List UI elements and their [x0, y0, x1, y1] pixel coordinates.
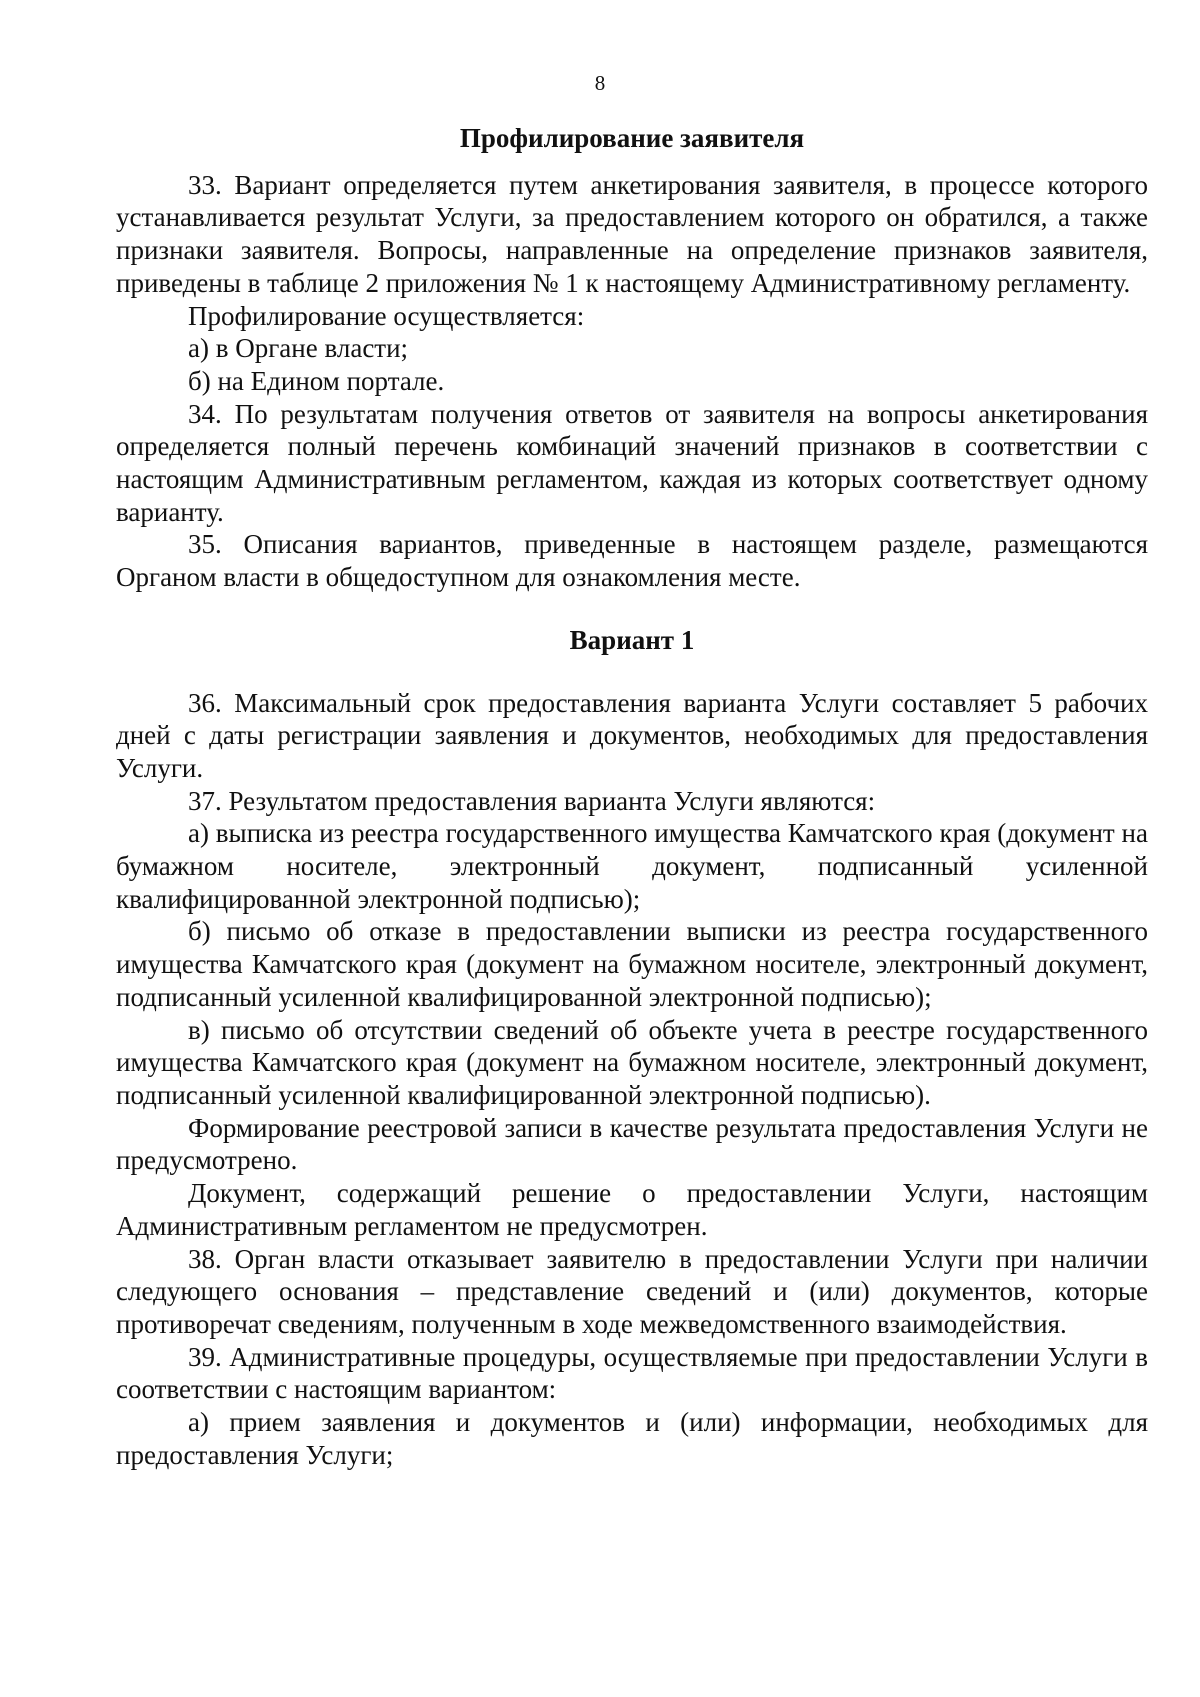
paragraph-registry-record: Формирование реестровой записи в качестве результата предоставления Услуги не предусмотрено. [116, 1112, 1148, 1176]
paragraph-35: 35. Описания вариантов, приведенные в настоящем разделе, размещаются Органом власти в общедоступном для ознакомления месте. [116, 529, 1148, 593]
document-body [116, 122, 1148, 1471]
paragraph-profiling-b: б) на Едином портале. [188, 365, 445, 396]
paragraph-39-a: а) прием заявления и документов и (или) информации, необходимых для предоставления Услуги; [116, 1407, 1148, 1470]
paragraph-profiling-intro: Профилирование осуществляется: [188, 300, 585, 331]
section-heading-variant-1: Вариант 1 [569, 624, 695, 655]
paragraph-37-a: а) выписка из реестра государственного имущества Камчатского края (документ на бумажном носителе, электронный документ, подписанный усиленной квалифицированной электронной подписью); [116, 818, 1148, 914]
paragraph-39: 39. Административные процедуры, осуществляемые при предоставлении Услуги в соответствии с настоящим вариантом: [116, 1341, 1148, 1405]
section-heading-profiling: Профилирование заявителя [459, 123, 805, 153]
paragraph-33: 33. Вариант определяется путем анкетирования заявителя, в процессе которого устанавливается результат Услуги, за предоставлением которого он обратился, а также признаки заявителя. Вопросы, направленные на определение признаков заявителя, приведены в таблице 2 приложения № 1 к настоящему Административному регламенту. [116, 169, 1148, 298]
paragraph-decision-document: Документ, содержащий решение о предоставлении Услуги, настоящим Административным регламентом не предусмотрен. [116, 1178, 1148, 1241]
paragraph-38: 38. Орган власти отказывает заявителю в предоставлении Услуги при наличии следующего основания – представление сведений и (или) документов, которые противоречат сведениям, полученным в ходе межведомственного взаимодействия. [116, 1243, 1148, 1339]
page-number: 8 [594, 71, 606, 95]
paragraph-37-b: б) письмо об отказе в предоставлении выписки из реестра государственного имущества Камчатского края (документ на бумажном носителе, электронный документ, подписанный усиленной квалифицированной электронной подписью); [116, 916, 1148, 1012]
paragraph-37-c: в) письмо об отсутствии сведений об объекте учета в реестре государственного имущества Камчатского края (документ на бумажном носителе, электронный документ, подписанный усиленной квалифицированной электронной подписью). [116, 1014, 1148, 1110]
paragraph-37: 37. Результатом предоставления варианта Услуги являются: [188, 785, 876, 816]
paragraph-34: 34. По результатам получения ответов от заявителя на вопросы анкетирования определяется полный перечень комбинаций значений признаков в соответствии с настоящим Административным регламентом, каждая из которых соответствует одному варианту. [116, 398, 1148, 527]
paragraph-36: 36. Максимальный срок предоставления варианта Услуги составляет 5 рабочих дней с даты регистрации заявления и документов, необходимых для предоставления Услуги. [116, 687, 1148, 783]
paragraph-profiling-a: а) в Органе власти; [188, 333, 409, 364]
